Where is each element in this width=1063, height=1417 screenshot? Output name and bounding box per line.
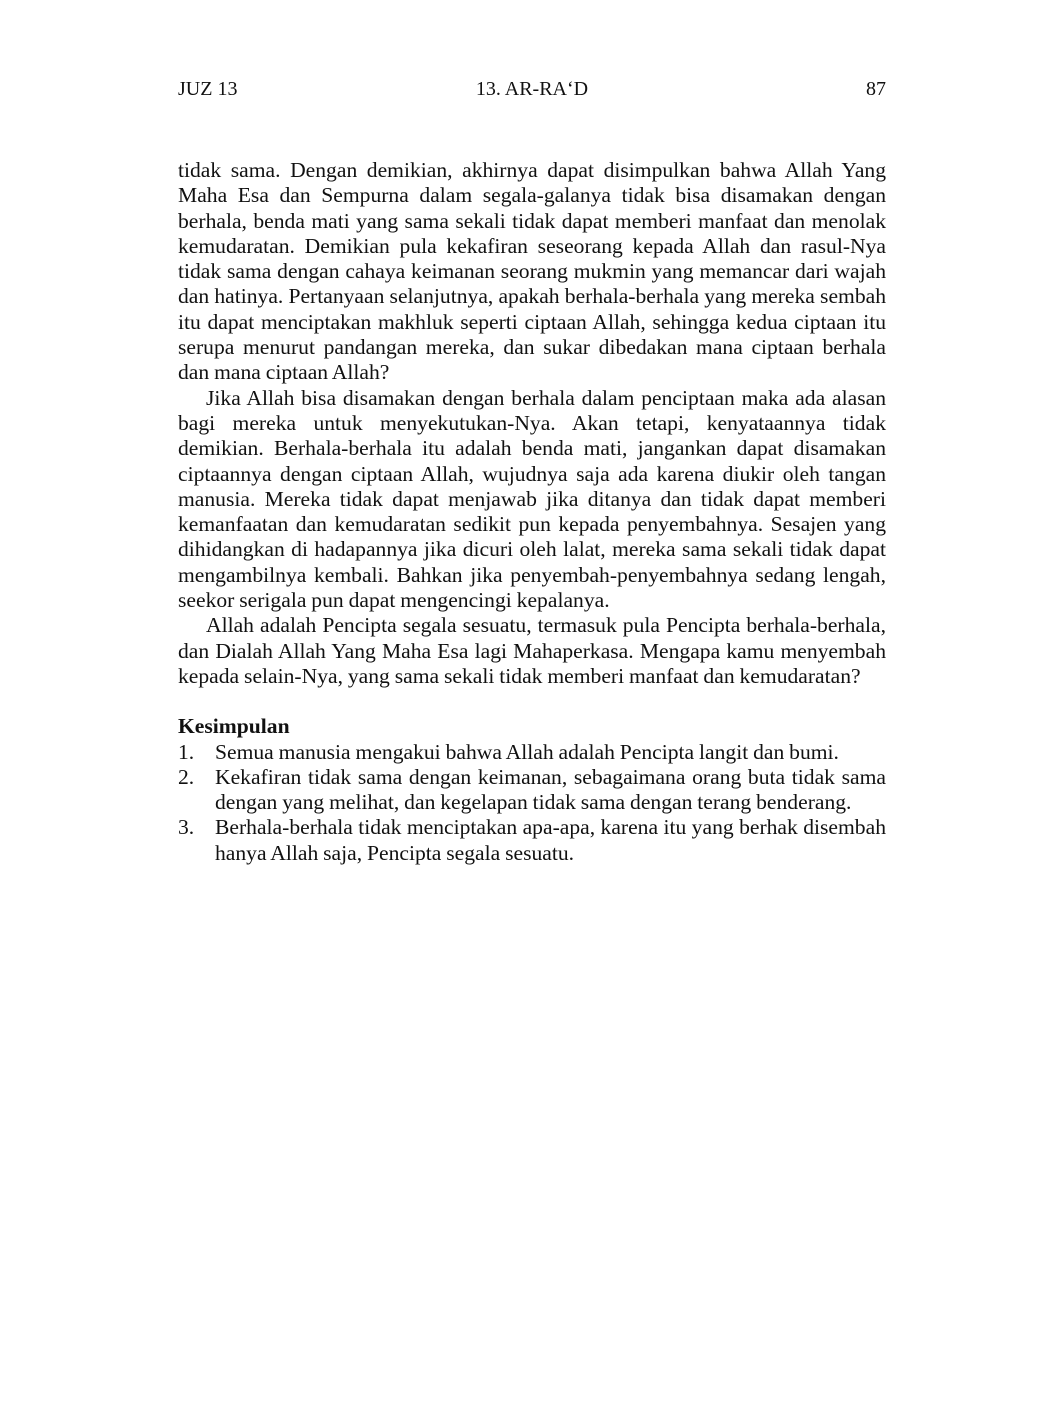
body-text [178, 158, 886, 866]
paragraph: Allah adalah Pencipta segala sesuatu, termasuk pula Pencipta berhala-berhala, dan Dialah Allah Yang Maha Esa lagi Mahaperkasa. Mengapa kamu menyembah kepada selain-Nya, yang sama sekali tidak memberi manfaat dan kemudaratan? [178, 613, 886, 688]
page-number: 87 [866, 78, 886, 100]
list-item [178, 815, 886, 866]
list-text: Kekafiran tidak sama dengan keimanan, sebagaimana orang buta tidak sama dengan yang melihat, dan kegelapan tidak sama dengan terang benderang. [215, 764, 886, 815]
list-number: 3. [178, 815, 195, 840]
conclusion-heading: Kesimpulan [178, 714, 290, 739]
juz-label: JUZ 13 [178, 78, 238, 100]
surah-title: 13. AR-RA‘D [475, 78, 589, 100]
conclusion-list [178, 740, 886, 866]
paragraph: tidak sama. Dengan demikian, akhirnya dapat disimpulkan bahwa Allah Yang Maha Esa dan Sempurna dalam segala-galanya tidak bisa disamakan dengan berhala, benda mati yang sama sekali tidak dapat memberi manfaat dan menolak kemudaratan. Demikian pula kekafiran seseorang kepada Allah dan rasul-Nya tidak sama dengan cahaya keimanan seorang mukmin yang memancar dari wajah dan hatinya. Pertanyaan selanjutnya, apakah berhala-berhala yang mereka sembah itu dapat menciptakan makhluk seperti ciptaan Allah, sehingga kedua ciptaan itu serupa menurut pandangan mereka, dan sukar dibedakan mana ciptaan berhala dan mana ciptaan Allah? [178, 158, 886, 385]
list-number: 1. [178, 739, 195, 764]
list-number: 2. [178, 764, 195, 789]
paragraph: Jika Allah bisa disamakan dengan berhala dalam penciptaan maka ada alasan bagi mereka untuk menyekutukan-Nya. Akan tetapi, kenyataannya tidak demikian. Berhala-berhala itu adalah benda mati, jangankan dapat disamakan ciptaannya dengan ciptaan Allah, wujudnya saja ada karena diukir oleh tangan manusia. Mereka tidak dapat menjawab jika ditanya dan tidak dapat memberi kemanfaatan dan kemudaratan sedikit pun kepada penyembahnya. Sesajen yang dihidangkan di hadapannya jika dicuri oleh lalat, mereka sama sekali tidak dapat mengambilnya kembali. Bahkan jika penyembah-penyembahnya sedang lengah, seekor serigala pun dapat mengencingi kepalanya. [178, 385, 886, 613]
running-header [178, 76, 886, 102]
list-text: Semua manusia mengakui bahwa Allah adalah Pencipta langit dan bumi. [215, 739, 839, 764]
list-item [178, 740, 886, 765]
list-item [178, 765, 886, 816]
list-text: Berhala-berhala tidak menciptakan apa-apa, karena itu yang berhak disembah hanya Allah saja, Pencipta segala sesuatu. [215, 815, 886, 865]
